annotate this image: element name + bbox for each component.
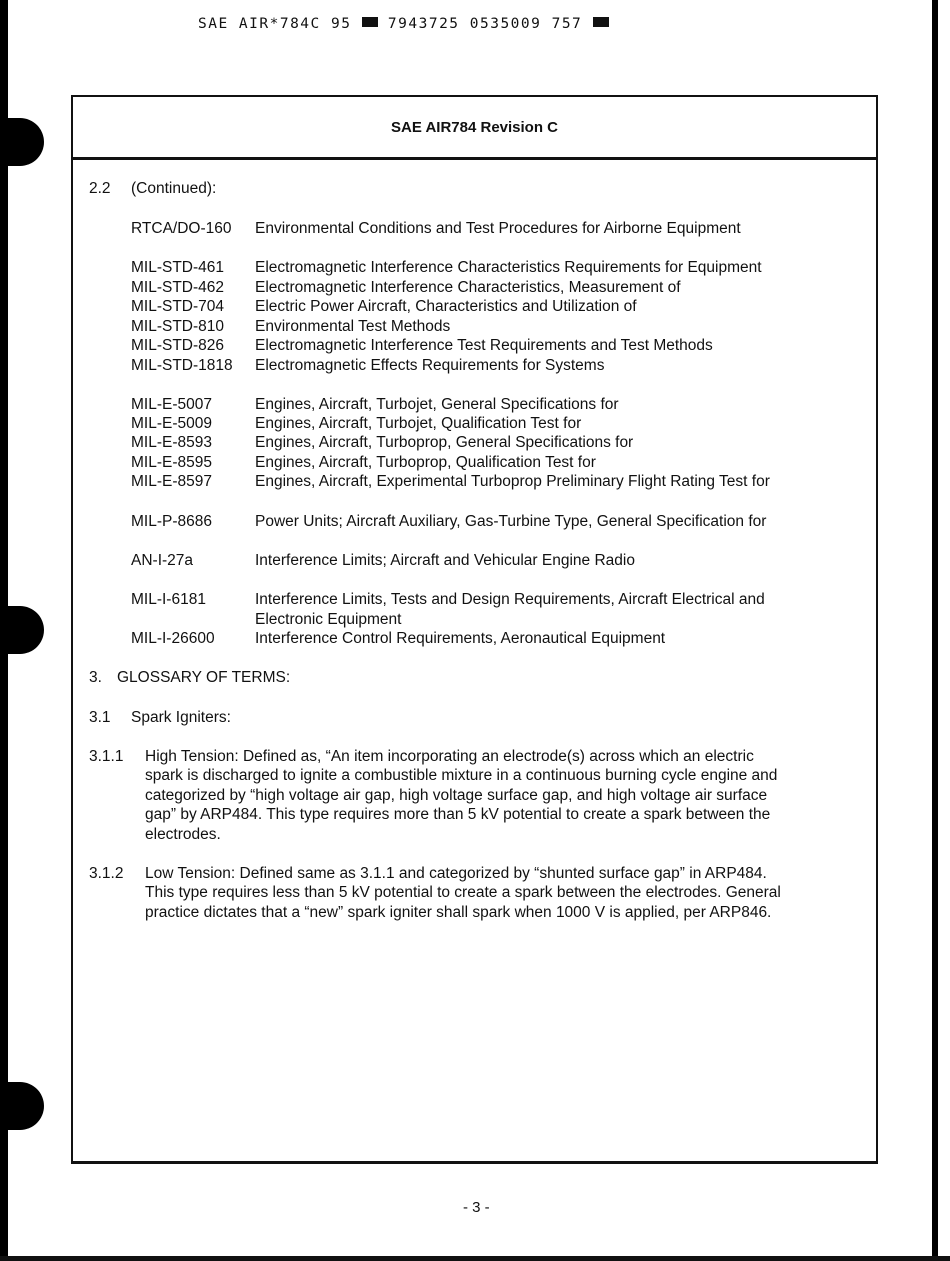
ref-title: Engines, Aircraft, Experimental Turboprop Preliminary Flight Rating Test for <box>255 473 770 490</box>
ref-title: Environmental Test Methods <box>255 318 451 335</box>
ref-code: MIL-I-26600 <box>131 630 215 647</box>
ref-code: AN-I-27a <box>131 552 194 569</box>
ref-code: MIL-E-8593 <box>131 434 212 451</box>
ref-code: MIL-E-8597 <box>131 473 212 490</box>
paragraph-line: gap” by ARP484. This type requires more than 5 kV potential to create a spark between the <box>145 806 771 823</box>
ref-code: MIL-P-8686 <box>131 513 212 530</box>
ref-title: Interference Limits, Tests and Design Requirements, Aircraft Electrical and <box>255 591 765 608</box>
ref-title: Engines, Aircraft, Turboprop, General Specifications for <box>255 434 634 451</box>
ref-title: Electromagnetic Interference Test Requirements and Test Methods <box>255 337 713 354</box>
binder-hole <box>8 1082 44 1130</box>
frame-header <box>73 97 876 160</box>
ref-title: Engines, Aircraft, Turbojet, General Specifications for <box>255 396 619 413</box>
paragraph-line: High Tension: Defined as, “An item incorporating an electrode(s) across which an electric <box>145 748 754 765</box>
paragraph-line: categorized by “high voltage air gap, high voltage surface gap, and high voltage air surface <box>145 787 768 804</box>
ref-code: MIL-STD-1818 <box>131 357 233 374</box>
paragraph-line: This type requires less than 5 kV potential to create a spark between the electrodes. General <box>145 884 781 901</box>
ref-code: RTCA/DO-160 <box>131 220 232 237</box>
section-number: 3. <box>89 669 102 686</box>
binder-hole <box>8 606 44 654</box>
print-header-code: SAE AIR*784C 95 <box>198 16 352 32</box>
print-header-numbers: 7943725 0535009 757 <box>387 16 583 32</box>
ref-title: Power Units; Aircraft Auxiliary, Gas-Turbine Type, General Specification for <box>255 513 767 530</box>
section-number: 2.2 <box>89 180 111 197</box>
binder-hole <box>8 118 44 166</box>
section-heading: Spark Igniters: <box>131 709 231 726</box>
print-header <box>198 16 609 32</box>
scan-left-edge <box>0 0 8 1261</box>
section-number: 3.1 <box>89 709 111 726</box>
section-number: 3.1.2 <box>89 865 124 882</box>
paragraph-line: Low Tension: Defined same as 3.1.1 and categorized by “shunted surface gap” in ARP484. <box>145 865 767 882</box>
ref-title: Environmental Conditions and Test Procedures for Airborne Equipment <box>255 220 741 237</box>
ref-code: MIL-E-5007 <box>131 396 212 413</box>
ref-title: Electric Power Aircraft, Characteristics and Utilization of <box>255 298 637 315</box>
paragraph-line: electrodes. <box>145 826 221 843</box>
section-heading: GLOSSARY OF TERMS: <box>117 669 291 686</box>
ref-title: Electromagnetic Interference Characteristics, Measurement of <box>255 279 681 296</box>
paragraph-line: practice dictates that a “new” spark igniter shall spark when 1000 V is applied, per ARP846. <box>145 904 772 921</box>
page-number: - 3 - <box>463 1199 490 1216</box>
redaction-block <box>593 17 609 27</box>
section-number: 3.1.1 <box>89 748 124 765</box>
ref-code: MIL-E-5009 <box>131 415 212 432</box>
section-heading: (Continued): <box>131 180 217 197</box>
ref-code: MIL-STD-826 <box>131 337 225 354</box>
ref-code: MIL-STD-461 <box>131 259 225 276</box>
paragraph-line: spark is discharged to ignite a combustible mixture in a continuous burning cycle engine and <box>145 767 778 784</box>
ref-code: MIL-STD-810 <box>131 318 225 335</box>
scan-right-edge <box>932 0 938 1261</box>
ref-code: MIL-I-6181 <box>131 591 206 608</box>
ref-code: MIL-STD-704 <box>131 298 225 315</box>
redaction-block <box>362 17 378 27</box>
document-title: SAE AIR784 Revision C <box>391 118 558 136</box>
ref-title-continued: Electronic Equipment <box>255 611 402 628</box>
scan-bottom-edge <box>0 1256 950 1261</box>
ref-code: MIL-STD-462 <box>131 279 225 296</box>
ref-title: Engines, Aircraft, Turbojet, Qualification Test for <box>255 415 582 432</box>
ref-title: Engines, Aircraft, Turboprop, Qualification Test for <box>255 454 596 471</box>
ref-title: Electromagnetic Effects Requirements for Systems <box>255 357 605 374</box>
ref-title: Interference Limits; Aircraft and Vehicular Engine Radio <box>255 552 635 569</box>
ref-title: Interference Control Requirements, Aeronautical Equipment <box>255 630 666 647</box>
ref-code: MIL-E-8595 <box>131 454 212 471</box>
ref-title: Electromagnetic Interference Characteristics Requirements for Equipment <box>255 259 762 276</box>
